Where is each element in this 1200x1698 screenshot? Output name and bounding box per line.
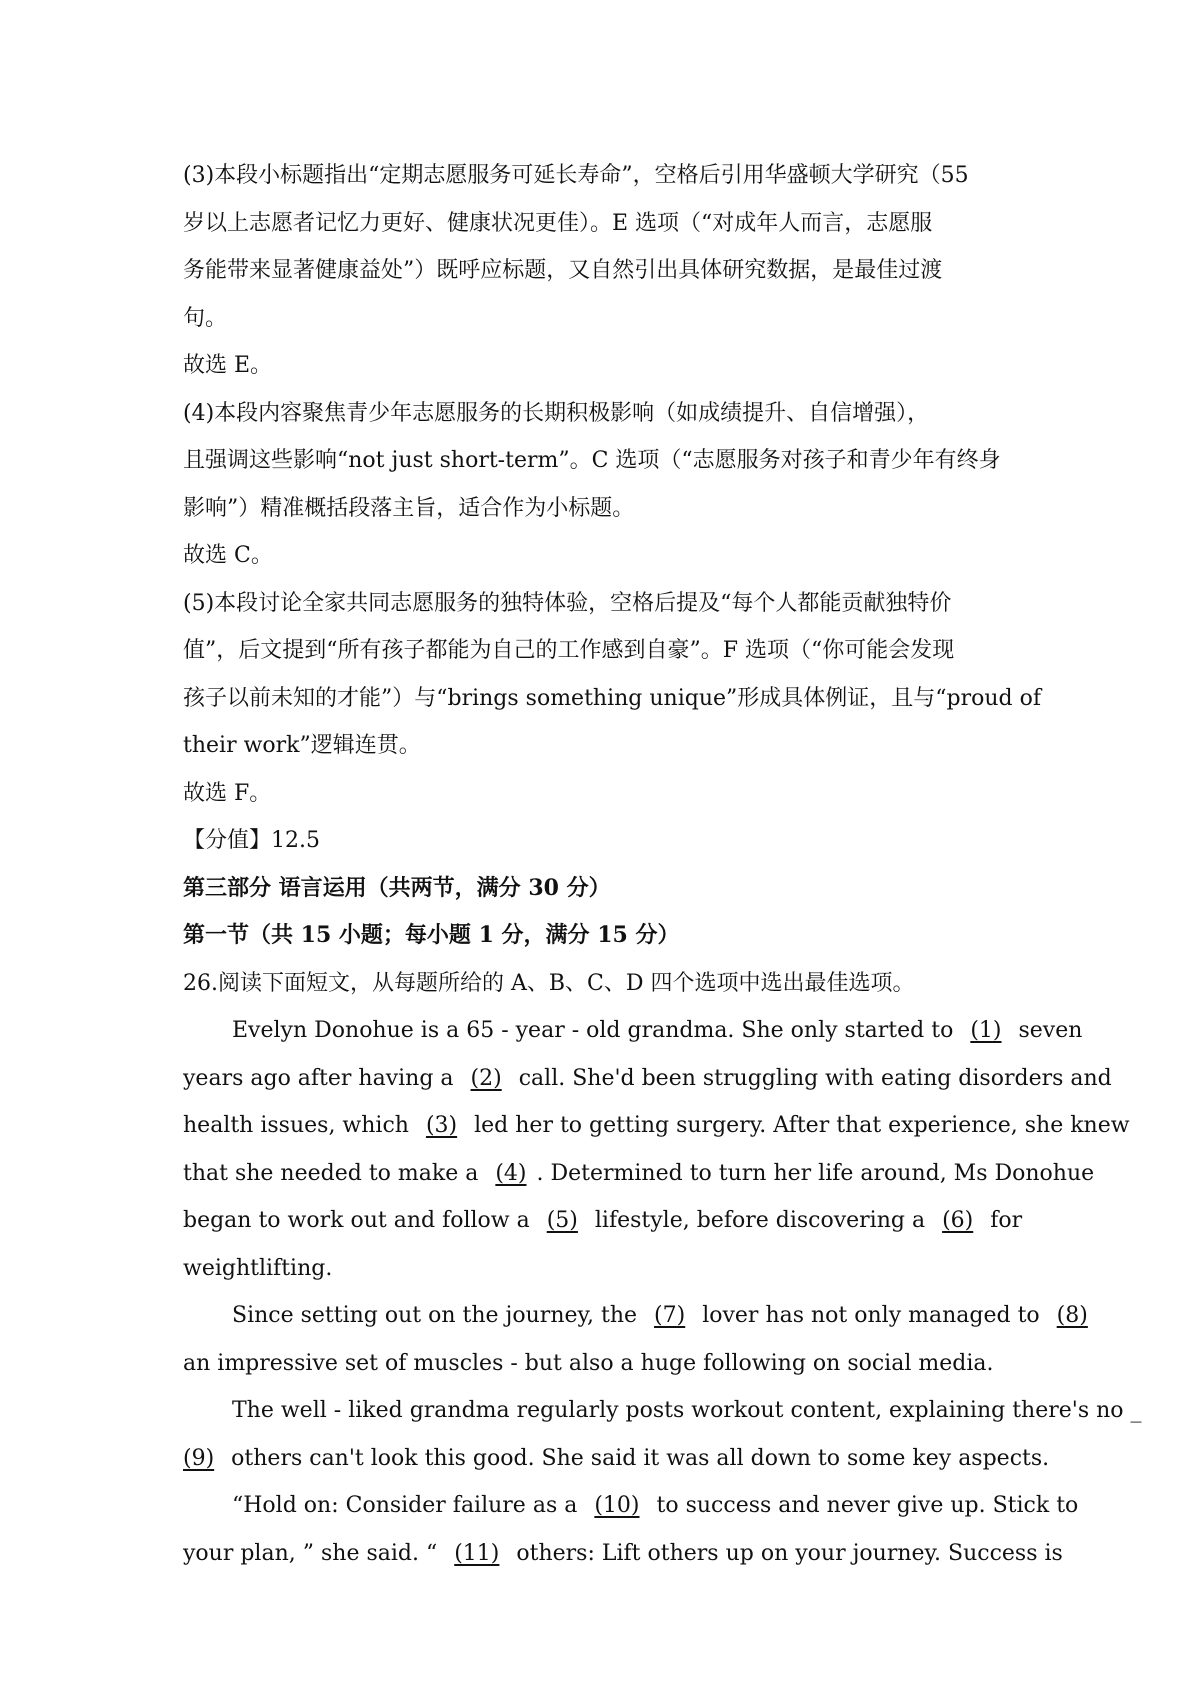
- passage-text: lover has not only managed to: [702, 1303, 1040, 1328]
- cloze-blank-6: (6): [942, 1208, 974, 1233]
- passage-text: The well - liked grandma regularly posts workout content, explaining there's no: [232, 1398, 1124, 1423]
- cloze-blank-7: (7): [654, 1303, 686, 1328]
- passage-line: [183, 1102, 1130, 1150]
- explanation-q3-line: (3)本段小标题指出“定期志愿服务可延长寿命”，空格后引用华盛顿大学研究（55: [183, 163, 969, 188]
- cloze-blank-8: (8): [1056, 1303, 1088, 1328]
- blank-underscore: _: [1130, 1398, 1142, 1423]
- passage-text: Since setting out on the journey, the: [232, 1303, 638, 1328]
- passage-line: [183, 1150, 1095, 1198]
- passage-text: others: Lift others up on your journey. Success is: [516, 1540, 1063, 1566]
- passage-text: others can't look this good. She said it was all down to some key aspects.: [231, 1445, 1050, 1471]
- passage-text: seven: [1018, 1018, 1083, 1043]
- explanation-q3-line: 务能带来显著健康益处”）既呼应标题，又自然引出具体研究数据，是最佳过渡: [183, 258, 943, 283]
- passage-text: . Determined to turn her life around, Ms Donohue: [536, 1160, 1095, 1186]
- passage-text: began to work out and follow a: [183, 1208, 530, 1233]
- passage-text: health issues, which: [183, 1113, 409, 1138]
- explanation-q5-line: (5)本段讨论全家共同志愿服务的独特体验，空格后提及“每个人都能贡献独特价: [183, 590, 952, 616]
- passage-line: [183, 1292, 1088, 1340]
- passage-text: Evelyn Donohue is a 65 - year - old grandma. She only started to: [232, 1018, 954, 1043]
- answer-q4: 故选 C。: [183, 543, 273, 568]
- cloze-blank-1: (1): [970, 1018, 1002, 1043]
- passage-text: led her to getting surgery. After that experience, she knew: [474, 1113, 1130, 1138]
- score-label: 【分值】12.5: [183, 828, 320, 853]
- explanation-q4-line: 影响”）精准概括段落主旨，适合作为小标题。: [183, 495, 635, 521]
- passage-text: to success and never give up. Stick to: [656, 1493, 1079, 1518]
- explanation-q5-line: their work”逻辑连贯。: [183, 733, 421, 758]
- cloze-blank-4: (4): [495, 1160, 527, 1186]
- answer-q3: 故选 E。: [183, 353, 273, 378]
- explanation-q5-line: 值”，后文提到“所有孩子都能为自己的工作感到自豪”。F 选项（“你可能会发现: [183, 638, 955, 663]
- passage-line: [183, 1055, 1112, 1103]
- passage-line: [183, 1387, 1142, 1435]
- subsection-title: 第一节（共 15 小题；每小题 1 分，满分 15 分）: [183, 922, 680, 948]
- passage-text: lifestyle, before discovering a: [594, 1208, 926, 1233]
- passage-line: an impressive set of muscles - but also a huge following on social media.: [183, 1350, 994, 1376]
- cloze-blank-11: (11): [454, 1540, 500, 1566]
- document-content: [183, 152, 1142, 1577]
- passage-line: [183, 1482, 1079, 1530]
- passage-line: [183, 1530, 1063, 1578]
- explanation-q3-line: 岁以上志愿者记忆力更好、健康状况更佳）。E 选项（“对成年人而言，志愿服: [183, 210, 933, 236]
- explanation-q3-line: 句。: [183, 305, 228, 331]
- cloze-blank-10: (10): [594, 1493, 640, 1518]
- passage-text: your plan, ” she said. “: [183, 1540, 438, 1566]
- explanation-q4-line: 且强调这些影响“not just short-term”。C 选项（“志愿服务对孩子和青少年有终身: [183, 448, 1001, 473]
- answer-q5: 故选 F。: [183, 780, 272, 806]
- passage-text: “Hold on: Consider failure as a: [232, 1493, 578, 1518]
- passage-text: that she needed to make a: [183, 1160, 479, 1186]
- cloze-blank-2: (2): [470, 1065, 502, 1091]
- passage-line: weightlifting.: [183, 1255, 333, 1281]
- passage-text: years ago after having a: [183, 1065, 454, 1091]
- explanation-q4-line: (4)本段内容聚焦青少年志愿服务的长期积极影响（如成绩提升、自信增强），: [183, 400, 930, 426]
- cloze-blank-5: (5): [546, 1208, 578, 1233]
- passage-text: for: [990, 1208, 1023, 1233]
- question-prompt: 26.阅读下面短文，从每题所给的 A、B、C、D 四个选项中选出最佳选项。: [183, 970, 915, 996]
- explanation-q5-line: 孩子以前未知的才能”）与“brings something unique”形成具体例证，且与“proud of: [183, 685, 1041, 711]
- cloze-blank-9: (9): [183, 1445, 215, 1471]
- passage-text: call. She'd been struggling with eating disorders and: [518, 1065, 1112, 1091]
- passage-line: [183, 1435, 1050, 1483]
- passage-line: [183, 1197, 1028, 1245]
- part-title: 第三部分 语言运用（共两节，满分 30 分）: [183, 874, 611, 901]
- cloze-blank-3: (3): [425, 1113, 458, 1138]
- passage-line: [183, 1007, 1083, 1055]
